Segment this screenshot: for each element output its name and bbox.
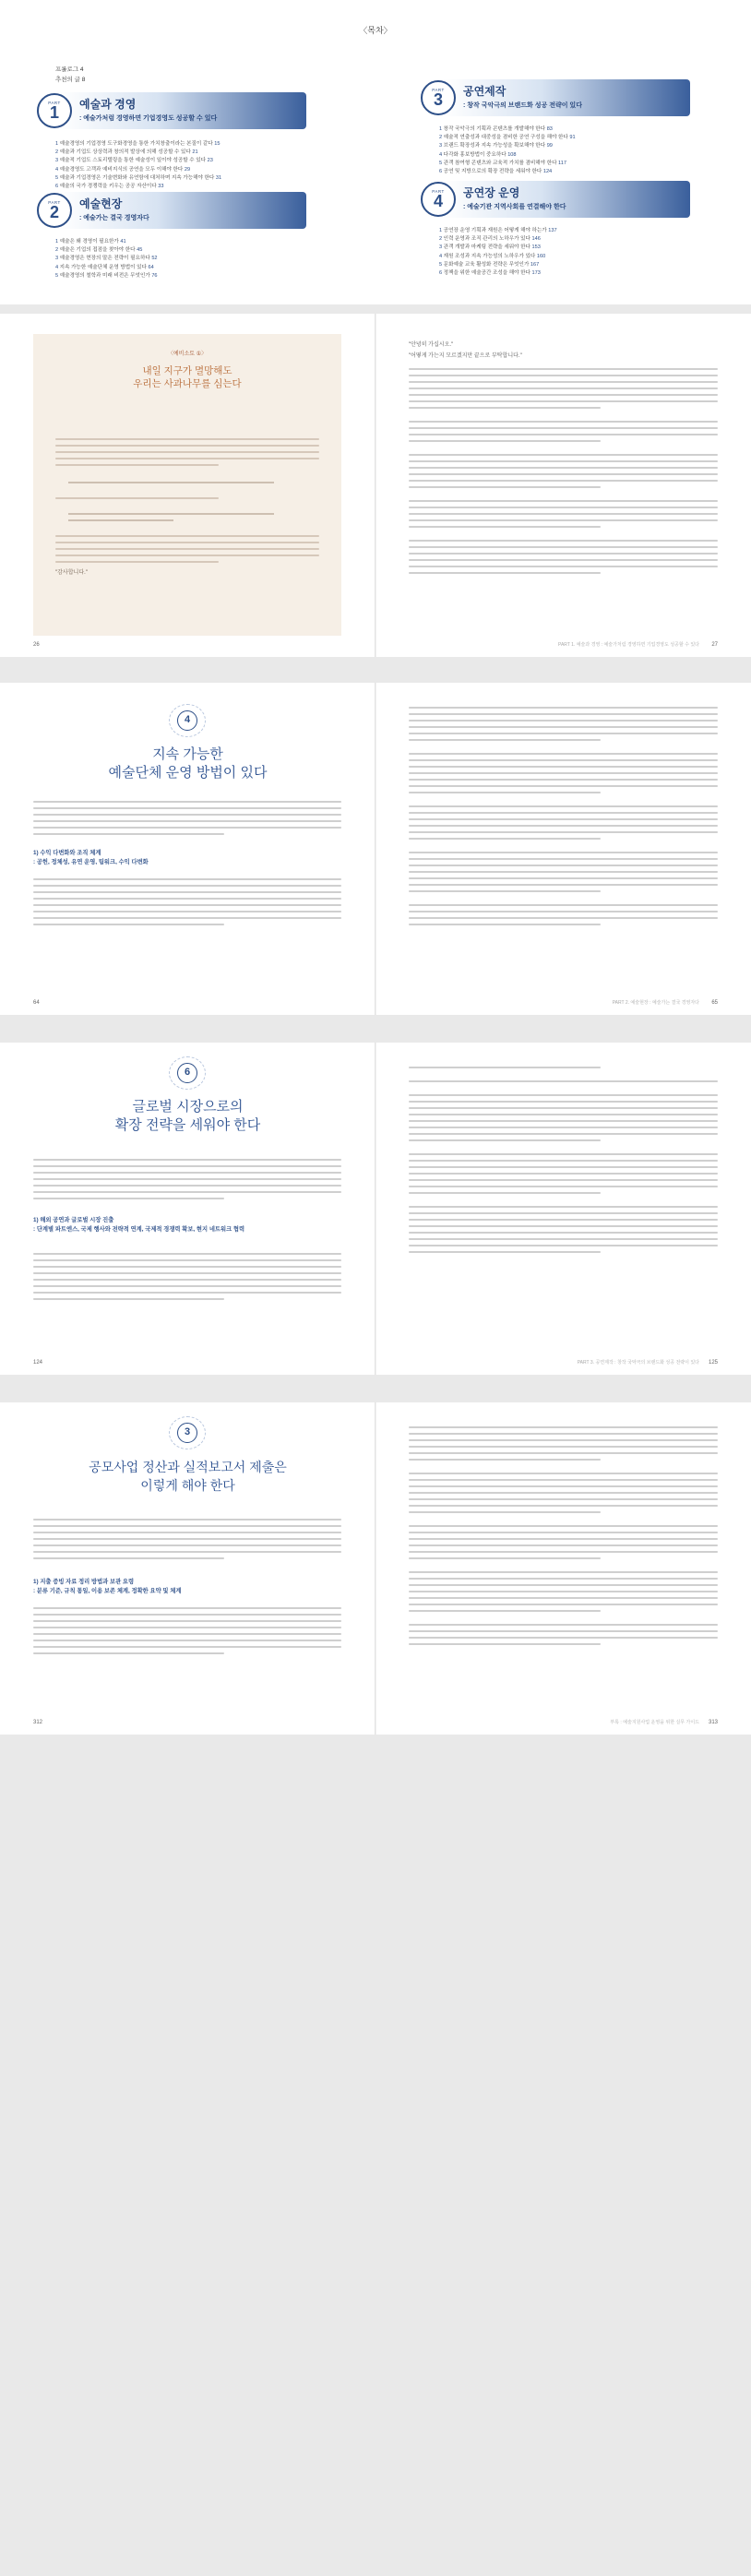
toc-entry[interactable]: 2 예술은 기업의 접점을 찾아야 한다 45 bbox=[55, 247, 143, 254]
page-number: 65 bbox=[711, 1000, 718, 1006]
toc-sheet bbox=[0, 0, 751, 304]
chapter-number-badge: 3 bbox=[177, 1423, 197, 1443]
part-4-band bbox=[443, 181, 690, 218]
toc-entry[interactable]: 5 예술경영의 철학과 미래 비전은 무엇인가 76 bbox=[55, 272, 158, 279]
chapter-body bbox=[33, 801, 341, 840]
part-1-badge: PART 1 bbox=[37, 93, 72, 128]
page-number: 64 bbox=[33, 1000, 40, 1006]
toc-entry[interactable]: 3 브랜드 확장성과 지속 가능성을 확보해야 한다 99 bbox=[439, 143, 553, 149]
toc-entry[interactable]: 3 예술적 기업도 스토리텔링을 통한 예술성이 일이야 성공할 수 있다 23 bbox=[55, 158, 213, 164]
chapter-6-spread bbox=[0, 1043, 751, 1375]
page-number: 313 bbox=[708, 1720, 718, 1725]
chapter-body-2 bbox=[33, 1607, 341, 1659]
part-3-band bbox=[443, 79, 690, 116]
part-1-title: 예술과 경영 bbox=[79, 98, 137, 111]
toc-entry[interactable]: 4 예술경영도 고객과 예비지식의 공연을 모두 이해야 한다 29 bbox=[55, 166, 191, 173]
part-4-header[interactable] bbox=[421, 181, 690, 218]
running-head: 부록 : 예술지원사업 운영을 위한 실무 가이드 bbox=[610, 1720, 699, 1725]
toc-entry[interactable]: 1 창작 국악극의 기획과 콘텐츠를 개발해야 한다 83 bbox=[439, 126, 553, 132]
toc-entry[interactable]: 5 문화예술 교육 활성화 전략은 무엇인가 167 bbox=[439, 261, 540, 268]
part-3-badge: PART 3 bbox=[421, 80, 456, 115]
essay-label: 〈예비소토 ①〉 bbox=[167, 352, 208, 357]
page-number: 27 bbox=[711, 642, 718, 648]
essay-closing-quote: "감사합니다." bbox=[55, 570, 88, 576]
subsection-heading: 1) 지출 증빙 자료 정리 방법과 보관 요령 : 분류 기준, 규칙 통일, 이용 보존 체계, 정확한 요약 및 체계 bbox=[33, 1579, 182, 1594]
subsection-heading: 1) 해외 공연과 글로벌 시장 진출 : 단계별 파트엔스, 국제 행사와 전략적 연계, 국제적 경쟁력 확보, 현지 네트워크 협력 bbox=[33, 1217, 245, 1233]
toc-title: 〈목차〉 bbox=[359, 26, 392, 35]
chapter-body bbox=[33, 1159, 341, 1204]
part-3-header[interactable] bbox=[421, 79, 690, 116]
toc-entry[interactable]: 1 공연장 운영 기획과 재원은 어떻게 해야 하는가 137 bbox=[439, 228, 557, 233]
toc-prologue[interactable]: 프롤로그 4 bbox=[55, 66, 84, 73]
chapter-body-2 bbox=[33, 1253, 341, 1305]
part-2-list bbox=[55, 238, 158, 280]
part-2-band bbox=[59, 192, 306, 229]
chapter-title: 공모사업 정산과 실적보고서 제출은 이렇게 해야 한다 bbox=[89, 1460, 287, 1493]
page-number: 124 bbox=[33, 1360, 43, 1366]
part-2-title: 예술현장 bbox=[79, 197, 123, 210]
chapter-title: 지속 가능한 예술단체 운영 방법이 있다 bbox=[108, 746, 268, 781]
page-124 bbox=[0, 1043, 376, 1375]
essay-title: 내일 지구가 멸망해도 우리는 사과나무를 심는다 bbox=[133, 365, 242, 389]
toc-entry[interactable]: 4 재원 조성과 지속 가능성의 노하우가 있다 160 bbox=[439, 253, 546, 259]
chapter-number-badge: 4 bbox=[177, 710, 197, 731]
toc-entry[interactable]: 4 지속 가능한 예술단체 운영 방법이 있다 64 bbox=[55, 264, 154, 270]
essay-box bbox=[33, 334, 341, 636]
page-26 bbox=[0, 314, 376, 657]
part-3-list bbox=[439, 125, 576, 176]
part-4-subtitle: : 예술기관 지역사회를 연결해야 한다 bbox=[463, 204, 566, 210]
page-125 bbox=[376, 1043, 751, 1375]
running-head: PART 1. 예술과 경영 : 예술가처럼 경영하면 기업경영도 성공할 수 있다 bbox=[558, 642, 699, 648]
page-65 bbox=[376, 683, 751, 1015]
part-1-subtitle: : 예술가처럼 경영하면 기업경영도 성공할 수 있다 bbox=[79, 115, 218, 122]
part-3-subtitle: : 창작 국악극의 브랜드화 성공 전략이 있다 bbox=[463, 102, 582, 109]
part-4-list bbox=[439, 227, 557, 278]
appendix-chapter-spread bbox=[0, 1402, 751, 1735]
toc-entry[interactable]: 6 예술의 국가 경쟁력을 키우는 공공 자산이다 33 bbox=[55, 184, 164, 190]
toc-entry[interactable]: 3 예술경영은 현장의 말은 전략이 필요하다 52 bbox=[55, 256, 158, 262]
toc-entry[interactable]: 6 정책을 위한 예술공간 조성을 해야 한다 173 bbox=[439, 270, 541, 277]
part-2-header[interactable] bbox=[37, 192, 306, 229]
part-2-badge: PART 2 bbox=[37, 193, 72, 228]
page-number: 312 bbox=[33, 1720, 43, 1725]
toc-recommend[interactable]: 추천의 글 8 bbox=[55, 77, 86, 83]
page-number: 125 bbox=[708, 1360, 718, 1366]
page-number: 26 bbox=[33, 642, 40, 648]
running-head: PART 2. 예술현장 : 예술가는 결국 경영자다 bbox=[612, 1000, 699, 1006]
toc-entry[interactable]: 6 공연 및 지방으로의 확장 전략을 세워야 한다 124 bbox=[439, 169, 553, 175]
part-1-header[interactable] bbox=[37, 92, 306, 129]
toc-entry[interactable]: 3 관객 개발과 마케팅 전략을 세워야 한다 153 bbox=[439, 244, 541, 251]
chapter-body bbox=[33, 1519, 341, 1564]
essay-body bbox=[55, 438, 319, 576]
part-4-badge: PART 4 bbox=[421, 182, 456, 217]
toc-entry[interactable]: 1 예술은 왜 경영이 필요한가 41 bbox=[55, 239, 126, 244]
right-quote-1: "안녕히 가십시오." bbox=[409, 342, 454, 348]
page-64 bbox=[0, 683, 376, 1015]
toc-entry[interactable]: 2 인력 운영과 조직 관리의 노하우가 있다 146 bbox=[439, 236, 541, 243]
toc-entry[interactable]: 1 예술경영의 기업경영 도구화경영을 통한 가치창출이라는 본질이 같다 15 bbox=[55, 141, 221, 147]
toc-entry[interactable]: 5 예술과 기업경영은 기술변화와 유연함에 대처하며 지속 가능해야 한다 31 bbox=[55, 174, 222, 181]
toc-entry[interactable]: 2 예술과 기업도 상상력과 창의적 발상에 의해 성공할 수 있다 21 bbox=[55, 149, 198, 156]
page-313 bbox=[376, 1402, 751, 1735]
toc-entry[interactable]: 2 예술적 연출성과 대중성을 겸비한 공연 구성을 해야 한다 91 bbox=[439, 135, 576, 141]
part-4-title: 공연장 운영 bbox=[463, 186, 520, 199]
part-1-band bbox=[59, 92, 306, 129]
running-head: PART 3. 공연제작 : 창작 국악극의 브랜드화 성공 전략이 있다 bbox=[577, 1360, 699, 1366]
chapter-title: 글로벌 시장으로의 확장 전략을 세워야 한다 bbox=[114, 1099, 261, 1133]
essay-spread bbox=[0, 314, 751, 657]
toc-entry[interactable]: 4 다각화 홍보방법이 중요하다 108 bbox=[439, 151, 517, 158]
part-2-subtitle: : 예술가는 결국 경영자다 bbox=[79, 215, 149, 221]
part-1-list bbox=[55, 140, 221, 191]
chapter-number-badge: 6 bbox=[177, 1063, 197, 1083]
toc-front-matter bbox=[55, 65, 85, 85]
part-3-title: 공연제작 bbox=[463, 85, 507, 98]
chapter-body-2 bbox=[33, 878, 341, 930]
page-312 bbox=[0, 1402, 376, 1735]
subsection-heading: 1) 수익 다변화와 조직 체계 : 공헌, 정체성, 유연 운영, 팀워크, 수익 다변화 bbox=[33, 850, 149, 865]
right-quote-2: "어떻게 가는지 모르겠지만 끝으로 부탁합니다." bbox=[409, 353, 522, 359]
page-27 bbox=[376, 314, 751, 657]
chapter-4-spread bbox=[0, 683, 751, 1015]
toc-entry[interactable]: 5 관객 참여형 콘텐츠와 교육적 가치를 겸비해야 한다 117 bbox=[439, 160, 566, 166]
